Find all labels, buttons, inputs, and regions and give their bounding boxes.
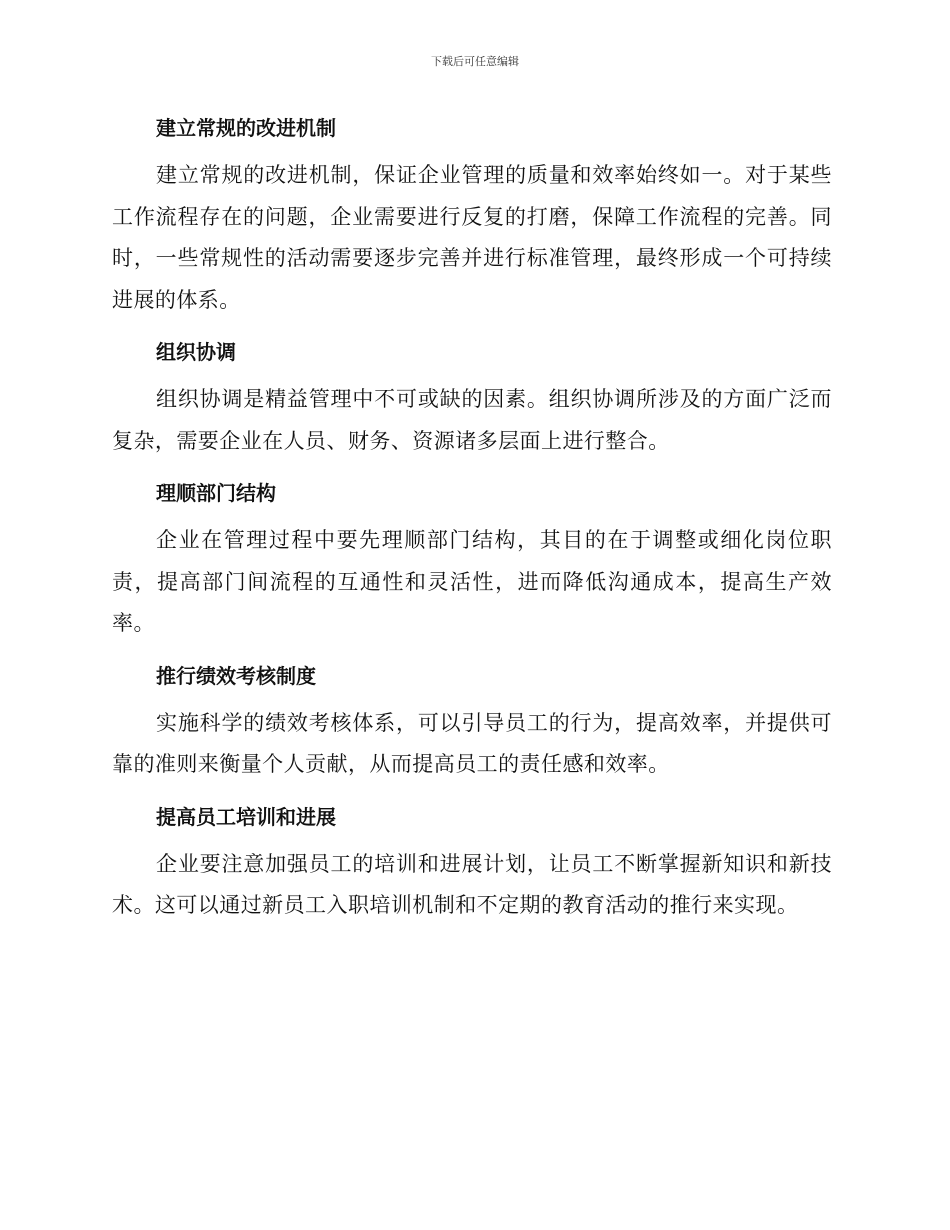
- section-heading: 建立常规的改进机制: [156, 116, 336, 140]
- section-heading: 组织协调: [156, 340, 236, 364]
- section-paragraph: 实施科学的绩效考核体系，可以引导员工的行为，提高效率，并提供可靠的准则来衡量个人贡献，从而提高员工的责任感和效率。: [112, 710, 832, 776]
- section-department-structure: [112, 473, 832, 645]
- running-header: 下载后可任意编辑: [431, 55, 519, 68]
- section-organization-coordination: [112, 332, 832, 462]
- section-heading: 提高员工培训和进展: [156, 804, 336, 829]
- section-employee-training: [112, 797, 832, 927]
- section-paragraph: 组织协调是精益管理中不可或缺的因素。组织协调所涉及的方面广泛而复杂，需要企业在人员、财务、资源诸多层面上进行整合。: [112, 387, 832, 453]
- section-heading: 理顺部门结构: [156, 481, 276, 505]
- section-heading: 推行绩效考核制度: [156, 663, 316, 688]
- section-paragraph: 企业要注意加强员工的培训和进展计划，让员工不断掌握新知识和新技术。这可以通过新员工入职培训机制和不定期的教育活动的推行来实现。: [112, 851, 832, 917]
- document-content: [112, 108, 832, 938]
- section-performance-appraisal: [112, 656, 832, 786]
- section-paragraph: 建立常规的改进机制，保证企业管理的质量和效率始终如一。对于某些工作流程存在的问题，企业需要进行反复的打磨，保障工作流程的完善。同时，一些常规性的活动需要逐步完善并进行标准管理，最终形成一个可持续进展的体系。: [112, 163, 832, 312]
- section-improvement-mechanism: [112, 108, 832, 321]
- section-paragraph: 企业在管理过程中要先理顺部门结构，其目的在于调整或细化岗位职责，提高部门间流程的互通性和灵活性，进而降低沟通成本，提高生产效率。: [112, 528, 832, 635]
